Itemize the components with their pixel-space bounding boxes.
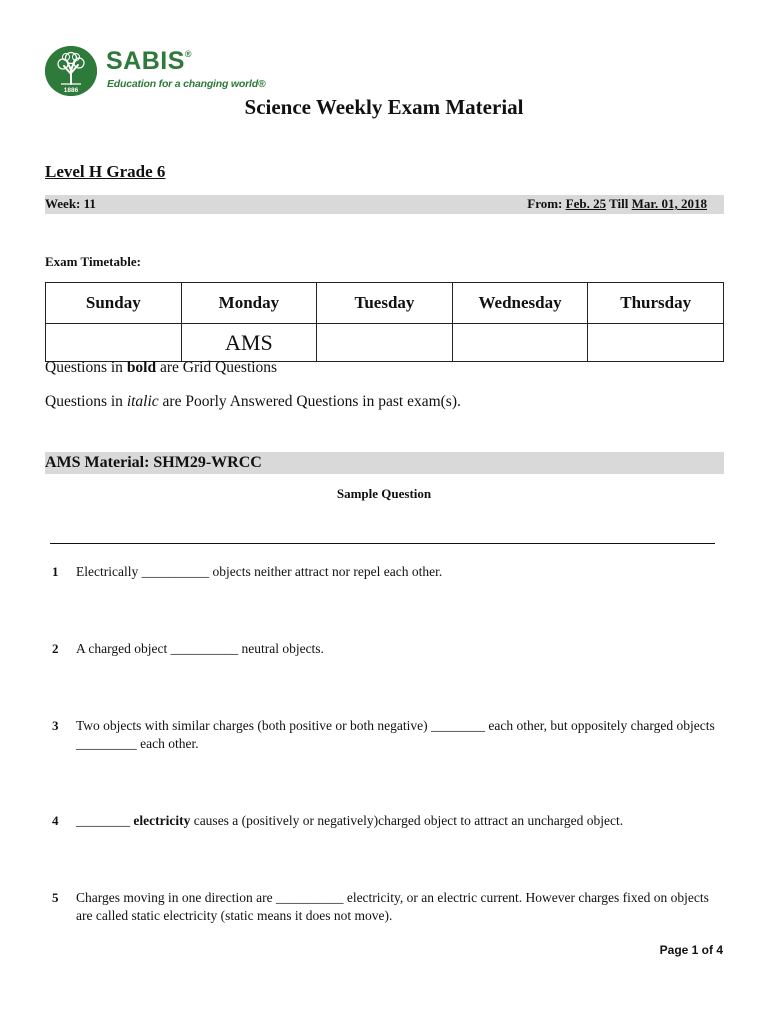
question-number: 1: [52, 564, 59, 579]
question-bold-term: electricity: [133, 813, 191, 828]
day-header-tuesday: Tuesday: [317, 283, 453, 324]
question-number: 3: [52, 718, 59, 733]
question-number: 4: [52, 813, 59, 828]
timetable-exam-row: [46, 324, 724, 362]
question-text-part: A charged object __________ neutral objects.: [76, 641, 324, 656]
date-range: [527, 196, 707, 212]
note-bold-grid: [45, 359, 277, 377]
note-text: Questions in: [45, 393, 127, 410]
day-header-wednesday: Wednesday: [452, 283, 588, 324]
day-header-sunday: Sunday: [46, 283, 182, 324]
day-header-monday: Monday: [181, 283, 317, 324]
logo-year: 1886: [63, 87, 79, 94]
question-text-part: causes a (positively or negatively)charged object to attract an uncharged object.: [190, 813, 624, 828]
note-italic-poorly-answered: [45, 393, 461, 411]
question-text-part: ________: [76, 813, 134, 828]
from-date: Feb. 25: [565, 196, 607, 211]
cell-monday: AMS: [181, 324, 317, 362]
week-bar: [45, 195, 724, 214]
sabis-logo: [45, 46, 97, 96]
ams-material-bar: [45, 452, 724, 474]
question-text: [76, 812, 716, 830]
logo-registered-mark: ®: [184, 49, 193, 59]
question-number: 5: [52, 890, 59, 905]
question-text: [76, 889, 716, 925]
timetable-header-row: [46, 283, 724, 324]
divider: [50, 543, 715, 544]
cell-sunday: [46, 324, 182, 362]
till-date: Mar. 01, 2018: [631, 196, 707, 211]
cell-tuesday: [317, 324, 453, 362]
exam-timetable: [45, 282, 724, 362]
sample-question-heading: Sample Question: [336, 486, 432, 501]
logo-name-text: SABIS: [106, 47, 185, 75]
question-text: [76, 640, 716, 658]
cell-wednesday: [452, 324, 588, 362]
note-text: are Grid Questions: [156, 359, 278, 376]
logo-tagline: Education for a changing world®: [107, 78, 266, 90]
from-label: From:: [527, 196, 563, 211]
week-number: 11: [83, 196, 96, 211]
note-text: Questions in: [45, 359, 127, 376]
till-label: Till: [609, 196, 629, 211]
week-info: [45, 196, 96, 212]
page-number: Page 1 of 4: [659, 943, 723, 957]
question-text-part: Electrically __________ objects neither attract nor repel each other.: [76, 564, 443, 579]
question-text-part: Two objects with similar charges (both positive or both negative) ________ each other, but oppositely charged objects _________ each other.: [76, 718, 715, 751]
cell-thursday: [588, 324, 724, 362]
exam-timetable-label: Exam Timetable:: [45, 254, 141, 269]
ams-material-heading: AMS Material: SHM29-WRCC: [45, 454, 262, 471]
logo-name: [106, 49, 192, 74]
note-bold-word: bold: [126, 359, 157, 376]
note-italic-word: italic: [126, 393, 159, 410]
day-header-thursday: Thursday: [588, 283, 724, 324]
question-text: [76, 717, 716, 753]
page-title: Science Weekly Exam Material: [244, 95, 524, 119]
question-text: [76, 563, 716, 581]
level-grade-heading: Level H Grade 6: [45, 162, 166, 181]
week-label: Week:: [45, 196, 81, 211]
question-text-part: Charges moving in one direction are __________ electricity, or an electric current. However charges fixed on objects are called static electricity (static means it does not move).: [76, 890, 709, 923]
note-text: are Poorly Answered Questions in past exam(s).: [158, 393, 461, 410]
question-number: 2: [52, 641, 59, 656]
